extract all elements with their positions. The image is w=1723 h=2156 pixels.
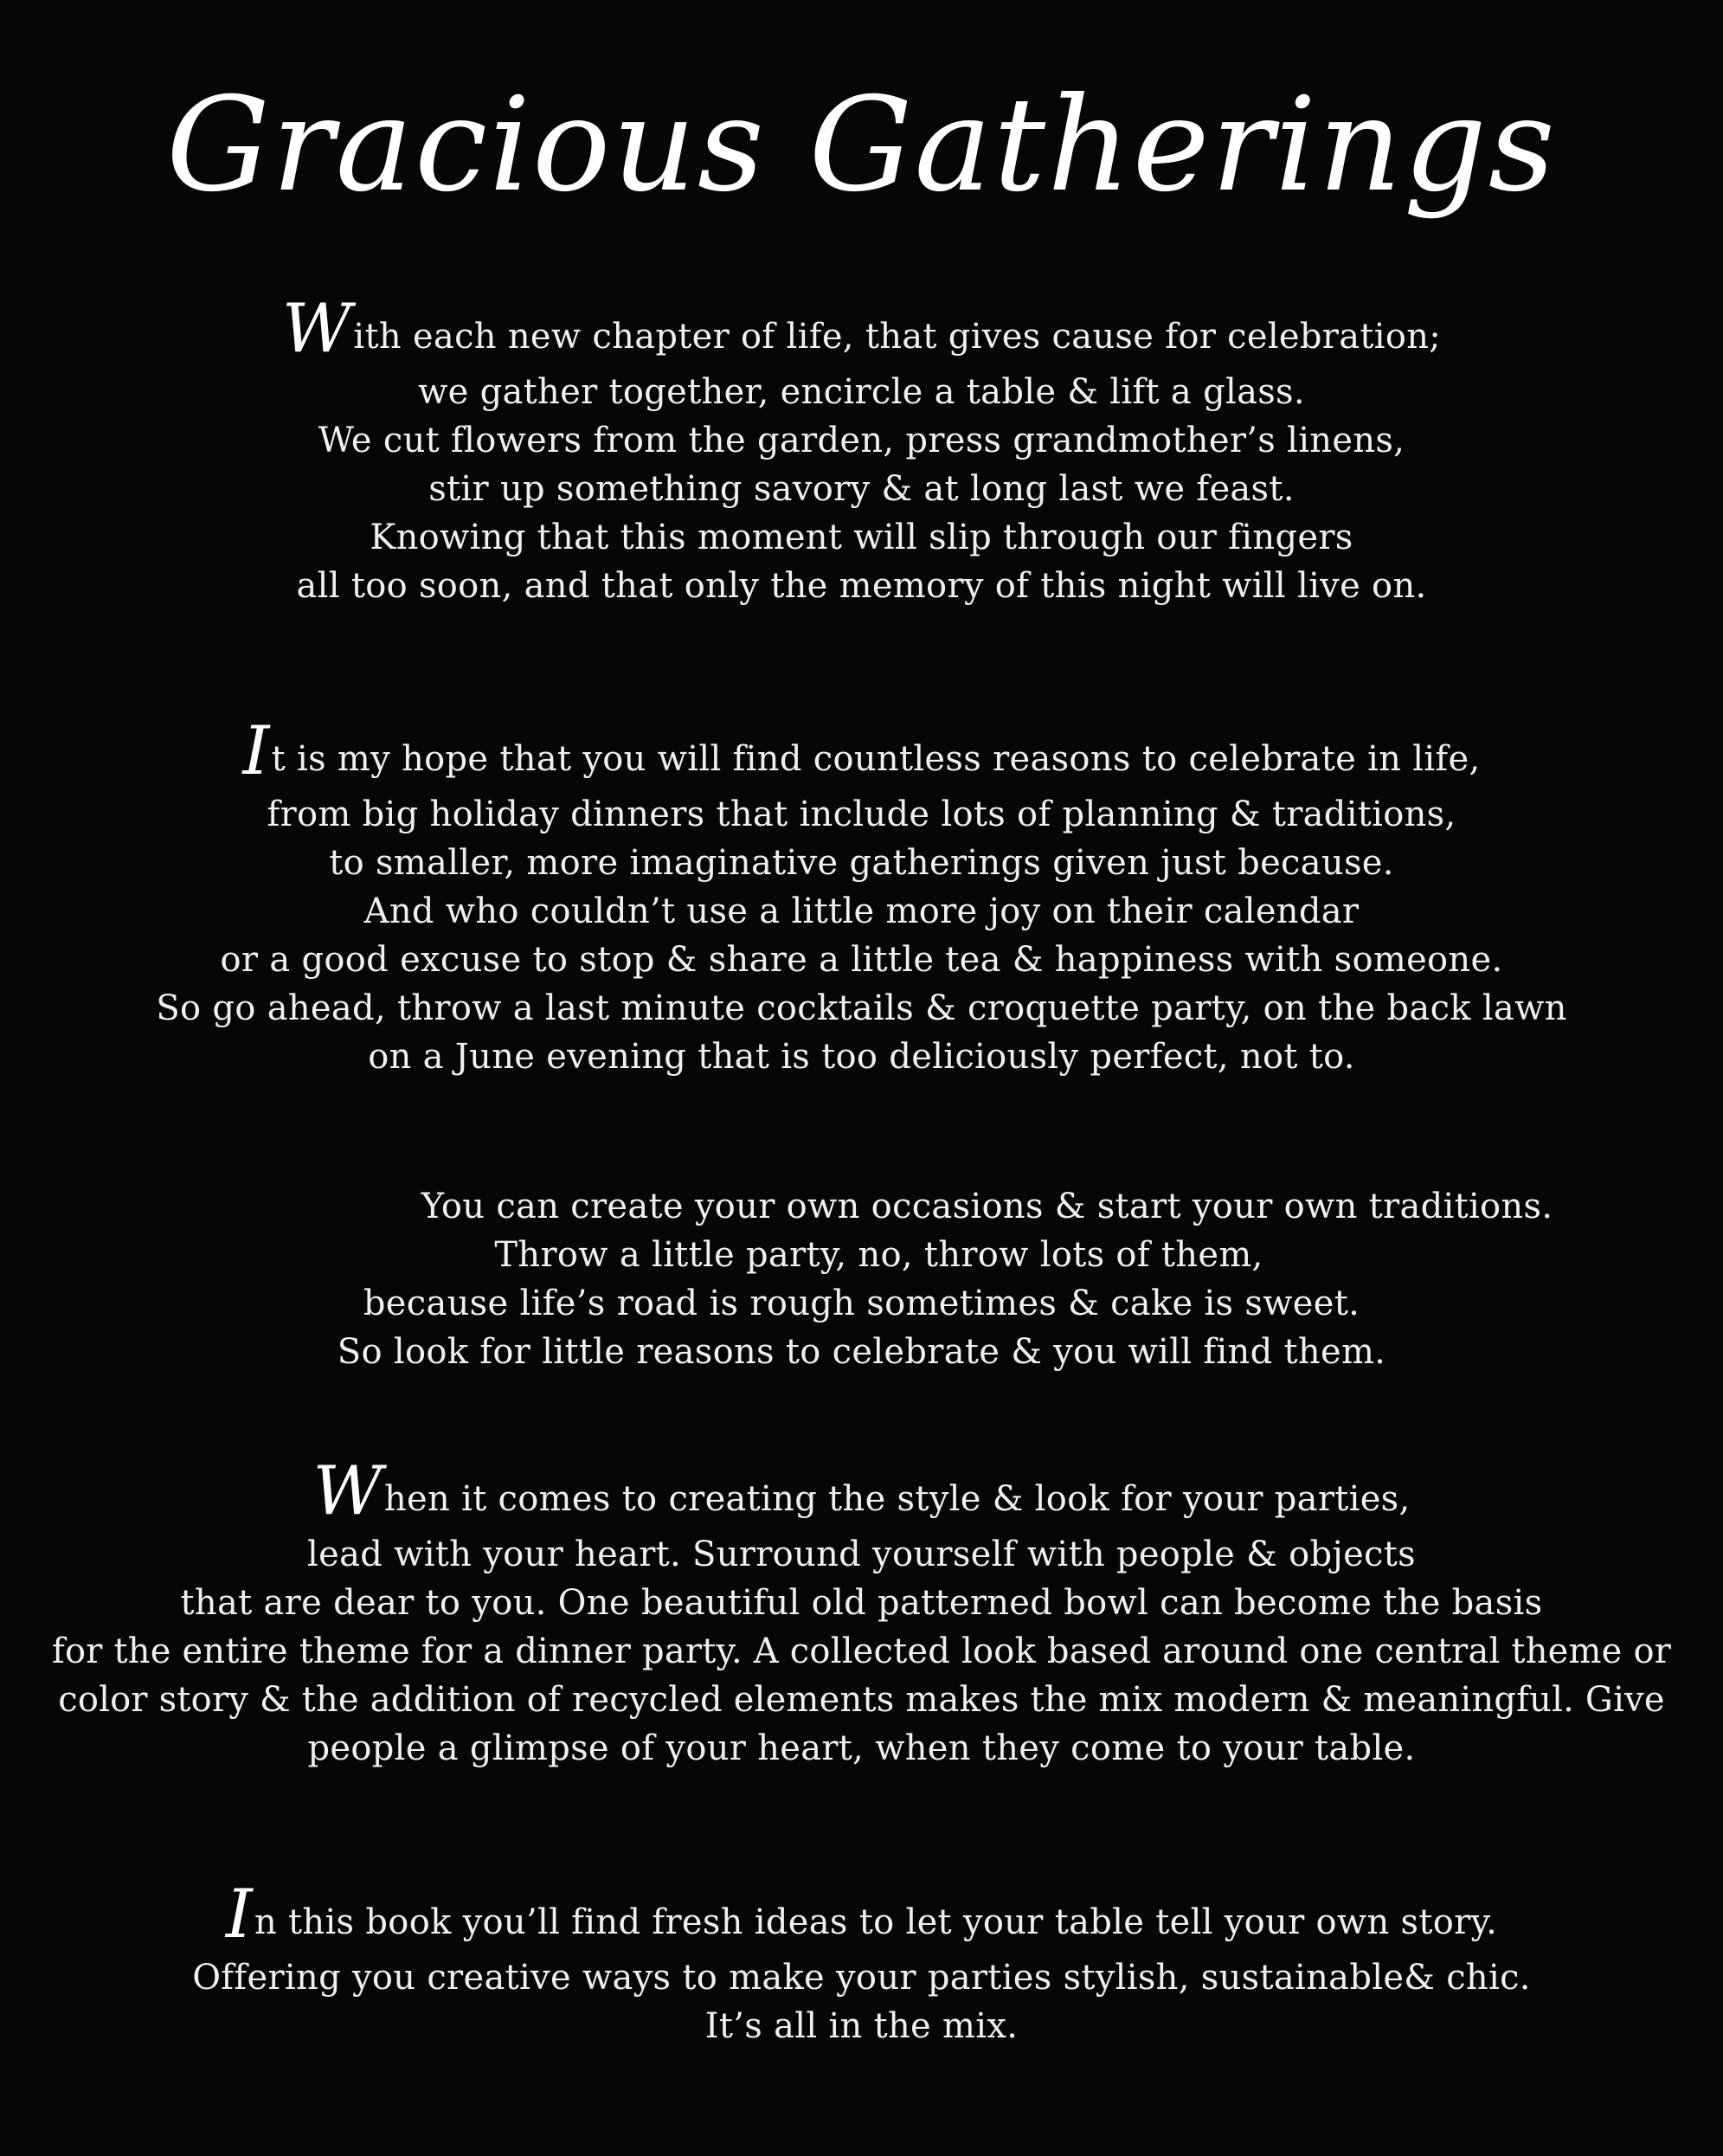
text-line: color story & the addition of recycled elements makes the mix modern & meaningful. Give bbox=[58, 1680, 1665, 1720]
text-line: You can create your own occasions & start your own traditions. bbox=[421, 1187, 1553, 1226]
drop-cap: W bbox=[281, 290, 352, 368]
text-line: on a June evening that is too deliciously perfect, not to. bbox=[368, 1037, 1355, 1077]
first-line-text: t is my hope that you will find countless reasons to celebrate in life, bbox=[271, 739, 1481, 779]
text-line: So look for little reasons to celebrate & you will find them. bbox=[337, 1332, 1386, 1372]
drop-cap: I bbox=[242, 712, 270, 790]
text-line: or a good excuse to stop & share a little tea & happiness with someone. bbox=[220, 940, 1503, 980]
text-line: people a glimpse of your heart, when they come to your table. bbox=[307, 1728, 1416, 1768]
text-line: It’s all in the mix. bbox=[704, 2006, 1019, 2046]
paragraph-first-line bbox=[0, 1452, 1723, 1530]
paragraph-first-line bbox=[0, 712, 1723, 790]
text-line: we gather together, encircle a table & lift a glass. bbox=[418, 372, 1305, 412]
text-line: all too soon, and that only the memory of this night will live on. bbox=[296, 566, 1427, 606]
paragraph-2 bbox=[0, 712, 1723, 1081]
paragraph-first-line bbox=[0, 1876, 1723, 1953]
text-line: for the entire theme for a dinner party. A collected look based around one central theme or bbox=[51, 1631, 1672, 1671]
paragraph-4 bbox=[0, 1452, 1723, 1773]
text-line: to smaller, more imaginative gatherings given just because. bbox=[329, 843, 1394, 883]
paragraph-3 bbox=[0, 1182, 1723, 1376]
text-line: from big holiday dinners that include lots of planning & traditions, bbox=[267, 795, 1456, 834]
first-line-text: ith each new chapter of life, that gives cause for celebration; bbox=[353, 317, 1442, 357]
text-line: stir up something savory & at long last we feast. bbox=[428, 469, 1295, 509]
first-line-text: hen it comes to creating the style & look for your parties, bbox=[383, 1479, 1411, 1519]
text-line: that are dear to you. One beautiful old patterned bowl can become the basis bbox=[180, 1583, 1543, 1623]
text-line: because life’s road is rough sometimes & cake is sweet. bbox=[363, 1284, 1360, 1323]
text-line: lead with your heart. Surround yourself with people & objects bbox=[307, 1535, 1416, 1574]
text-line: Offering you creative ways to make your parties stylish, sustainable& chic. bbox=[192, 1958, 1531, 1998]
first-line-text: n this book you’ll find fresh ideas to let your table tell your own story. bbox=[254, 1902, 1498, 1942]
text-line: Throw a little party, no, throw lots of them, bbox=[494, 1235, 1263, 1275]
paragraph-5 bbox=[0, 1876, 1723, 2050]
text-line: Knowing that this moment will slip through our fingers bbox=[370, 518, 1353, 557]
text-line: We cut flowers from the garden, press grandmother’s linens, bbox=[318, 421, 1405, 460]
drop-cap: W bbox=[312, 1452, 383, 1530]
paragraph-1 bbox=[0, 290, 1723, 610]
text-line: And who couldn’t use a little more joy on their calendar bbox=[363, 891, 1360, 931]
paragraph-first-line bbox=[0, 290, 1723, 368]
text-line: So go ahead, throw a last minute cocktails & croquette party, on the back lawn bbox=[156, 988, 1567, 1028]
drop-cap: I bbox=[225, 1876, 253, 1953]
page-title: Gracious Gatherings bbox=[166, 70, 1557, 221]
